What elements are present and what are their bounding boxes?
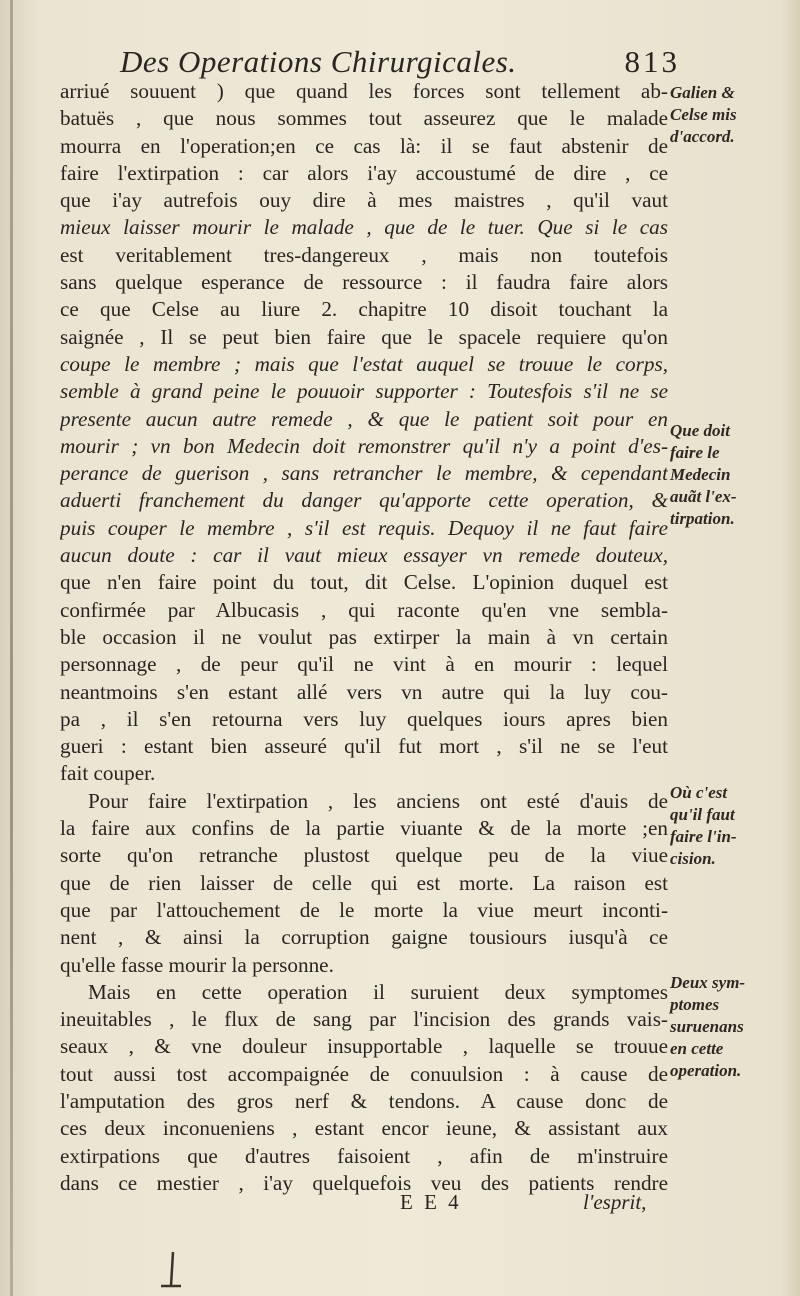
text-line: nent , & ainsi la corruption gaigne tousiours iusqu'à ce [60, 925, 668, 950]
text-line: presente aucun autre remede , & que le patient soit pour en [60, 406, 668, 431]
text-line: ces deux inconueniens , estant encor ieune, & assistant aux [60, 1116, 668, 1141]
text-line: ce que Celse au liure 2. chapitre 10 disoit touchant la [60, 297, 668, 322]
running-title: Des Operations Chirurgicales. [120, 44, 517, 79]
text-line: ble occasion il ne voulut pas extirper la main à vn certain [60, 624, 668, 649]
text-line: arriué souuent ) que quand les forces sont tellement ab- [60, 79, 668, 103]
margin-note-line: faire l'in- [670, 827, 737, 846]
text-line: faire l'extirpation : car alors i'ay accoustumé de dire , ce [60, 160, 668, 185]
margin-note-line: cision. [670, 849, 716, 868]
margin-note-line: ptomes [670, 995, 720, 1014]
margin-note-line: Celse mis [670, 105, 737, 124]
text-line: confirmée par Albucasis , qui raconte qu'en vne sembla- [60, 597, 668, 622]
margin-note-line: suruenans [670, 1017, 744, 1036]
margin-note-line: Galien & [670, 83, 735, 102]
margin-note-line: d'accord. [670, 127, 735, 146]
text-line: que i'ay autrefois ouy dire à mes maistres , qu'il vaut [60, 188, 668, 213]
text-line: que n'en faire point du tout, dit Celse. L'opinion duquel est [60, 570, 668, 595]
text-line: fait couper. [60, 761, 156, 786]
page-number: 813 [624, 44, 680, 79]
text-line: la faire aux confins de la partie viuante & de la morte ;en [60, 816, 668, 841]
text-line: extirpations que d'autres faisoient , afin de m'instruire [60, 1143, 668, 1168]
margin-note-line: Où c'est [670, 783, 728, 802]
margin-note-line: Que doit [670, 421, 730, 440]
margin-note-line: auãt l'ex- [670, 487, 737, 506]
text-line: qu'elle fasse mourir la personne. [60, 952, 334, 977]
margin-note [670, 420, 790, 530]
text-line: que par l'attouchement de le morte la viue meurt inconti- [60, 897, 668, 922]
text-line: neantmoins s'en estant allé vers vn autre qui la luy cou- [60, 679, 668, 704]
signature-mark: E E 4 [400, 1190, 462, 1214]
text-line: Pour faire l'extirpation , les anciens ont esté d'auis de [88, 788, 668, 813]
text-line: aucun doute : car il vaut mieux essayer vn remede douteux, [60, 543, 668, 568]
text-line: est veritablement tres-dangereux , mais non toutefois [60, 242, 668, 267]
text-line: l'amputation des gros nerf & tendons. A cause donc de [60, 1088, 668, 1113]
text-line: seaux , & vne douleur insupportable , laquelle se trouue [60, 1034, 668, 1059]
text-line: sorte qu'on retranche plustost quelque peu de la viue [60, 843, 668, 868]
text-line: que de rien laisser de celle qui est morte. La raison est [60, 870, 668, 895]
text-line: sans quelque esperance de ressource : il faudra faire alors [60, 270, 668, 295]
text-line: aduerti franchement du danger qu'apporte cette operation, & [60, 488, 668, 513]
text-line: mourir ; vn bon Medecin doit remonstrer qu'il n'y a point d'es- [60, 433, 668, 458]
text-line: mieux laisser mourir le malade , que de le tuer. Que si le cas [60, 215, 668, 240]
text-line: puis couper le membre , s'il est requis. Dequoy il ne faut faire [60, 515, 668, 540]
margin-note-line: Deux sym- [670, 973, 746, 992]
margin-note-line: qu'il faut [670, 805, 735, 824]
text-line: tout aussi tost accompaignée de conuulsion : à cause de [60, 1061, 668, 1086]
text-line: ineuitables , le flux de sang par l'incision des grands vais- [60, 1007, 668, 1032]
margin-note [670, 782, 790, 870]
catchword: l'esprit, [583, 1190, 647, 1214]
margin-note-line: en cette [670, 1039, 724, 1058]
text-line: pa , il s'en retourna vers luy quelques iours apres bien [60, 706, 668, 731]
text-line: perance de guerison , sans retrancher le membre, & cependant [60, 461, 668, 486]
margin-note-line: Medecin [670, 465, 731, 484]
margin-note-line: operation. [670, 1061, 742, 1080]
margin-note-line: tirpation. [670, 509, 735, 528]
text-line: mourra en l'operation;en ce cas là: il se faut abstenir de [60, 133, 668, 158]
text-line: coupe le membre ; mais que l'estat auquel se trouue le corps, [60, 351, 668, 376]
text-line: batuës , que nous sommes tout asseurez que le malade [60, 106, 668, 131]
text-line: personnage , de peur qu'il ne vint à en mourir : lequel [60, 652, 668, 677]
text-line: semble à grand peine le pouuoir supporter : Toutesfois s'il ne se [60, 379, 668, 404]
binding-gutter [10, 0, 13, 1296]
margin-note [670, 82, 790, 148]
text-line: dans ce mestier , i'ay quelquefois veu des patients rendre [60, 1170, 668, 1195]
main-text [60, 78, 668, 1197]
ink-stroke-icon [155, 1250, 185, 1290]
margin-note [670, 972, 790, 1082]
text-line: Mais en cette operation il suruient deux symptomes [88, 979, 668, 1004]
text-line: gueri : estant bien asseuré qu'il fut mort , s'il ne se l'eut [60, 734, 668, 759]
margin-note-line: faire le [670, 443, 720, 462]
text-line: saignée , Il se peut bien faire que le spacele requiere qu'on [60, 324, 668, 349]
